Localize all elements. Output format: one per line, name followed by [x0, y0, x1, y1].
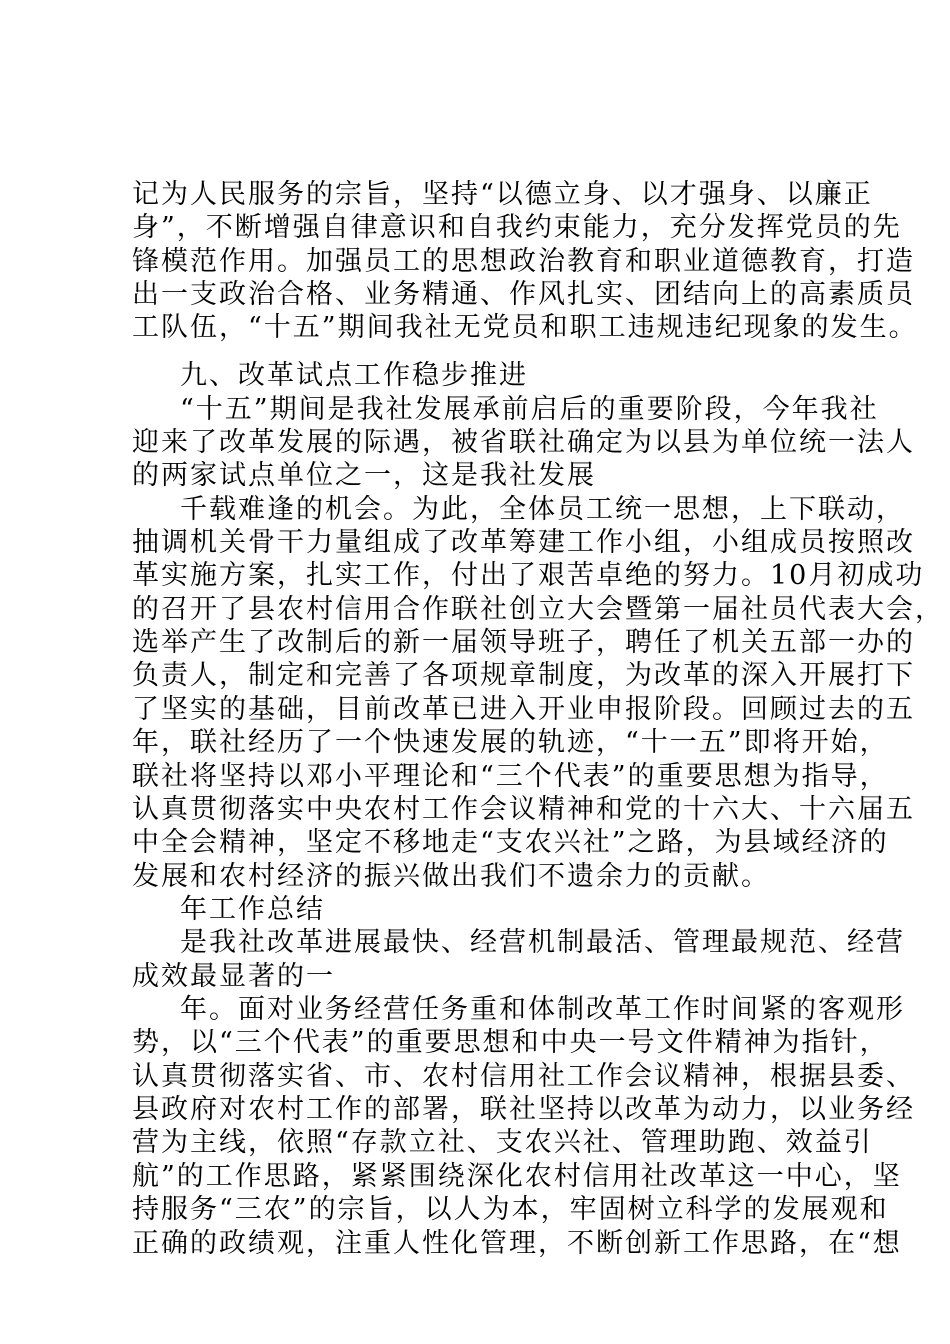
text-line: 航”的工作思路，紧紧围绕深化农村信用社改革这一中心，坚: [132, 1161, 902, 1192]
text-line: 千载难逢的机会。为此，全体员工统一思想，上下联动，: [180, 494, 905, 525]
text-line: 出一支政治合格、业务精通、作风扎实、团结向上的高素质员: [132, 279, 915, 310]
text-line: 年，联社经历了一个快速发展的轨迹，“十一五”即将开始，: [132, 727, 889, 758]
text-line: 工队伍，“十五”期间我社无党员和职工违规违纪现象的发生。: [132, 312, 918, 343]
text-line: 负责人，制定和完善了各项规章制度，为改革的深入开展打下: [132, 660, 915, 691]
text-line: 记为人民服务的宗旨，坚持“以德立身、以才强身、以廉正: [132, 179, 873, 210]
text-line: 营为主线，依照“存款立社、支农兴社、管理助跑、效益引: [132, 1127, 873, 1158]
text-line: 县政府对农村工作的部署，联社坚持以改革为动力，以业务经: [132, 1094, 915, 1125]
section-heading: 九、改革试点工作稳步推进: [180, 360, 528, 391]
text-line: 中全会精神，坚定不移地走“支农兴社”之路，为县域经济的: [132, 827, 889, 858]
text-line: 身”，不断增强自律意识和自我约束能力，充分发挥党员的先: [132, 212, 902, 243]
text-line: 革实施方案，扎实工作，付出了艰苦卓绝的努力。10月初成功: [132, 560, 925, 591]
text-line: 势，以“三个代表”的重要思想和中央一号文件精神为指针，: [132, 1027, 889, 1058]
text-line: “十五”期间是我社发展承前启后的重要阶段，今年我社: [180, 394, 879, 425]
text-line: 迎来了改革发展的际遇，被省联社确定为以县为单位统一法人: [132, 427, 915, 458]
text-line: 了坚实的基础，目前改革已进入开业申报阶段。回顾过去的五: [132, 694, 915, 725]
text-line: 选举产生了改制后的新一届领导班子，聘任了机关五部一办的: [132, 627, 915, 658]
text-line: 持服务“三农”的宗旨，以人为本，牢固树立科学的发展观和: [132, 1194, 889, 1225]
text-line: 的两家试点单位之一，这是我社发展: [132, 460, 596, 491]
text-line: 是我社改革进展最快、经营机制最活、管理最规范、经营: [180, 927, 905, 958]
text-line: 锋模范作用。加强员工的思想政治教育和职业道德教育，打造: [132, 246, 915, 277]
text-line: 联社将坚持以邓小平理论和“三个代表”的重要思想为指导，: [132, 761, 889, 792]
text-line: 认真贯彻落实省、市、农村信用社工作会议精神，根据县委、: [132, 1061, 915, 1092]
text-line: 年。面对业务经营任务重和体制改革工作时间紧的客观形: [180, 994, 905, 1025]
text-line: 认真贯彻落实中央农村工作会议精神和党的十六大、十六届五: [132, 794, 915, 825]
text-line: 发展和农村经济的振兴做出我们不遗余力的贡献。: [132, 861, 770, 892]
text-line: 正确的政绩观，注重人性化管理，不断创新工作思路，在“想: [132, 1228, 902, 1259]
text-line: 的召开了县农村信用合作联社创立大会暨第一届社员代表大会，: [132, 594, 944, 625]
text-line: 抽调机关骨干力量组成了改革筹建工作小组，小组成员按照改: [132, 527, 915, 558]
text-line: 成效最显著的一: [132, 961, 335, 992]
section-heading: 年工作总结: [180, 894, 325, 925]
